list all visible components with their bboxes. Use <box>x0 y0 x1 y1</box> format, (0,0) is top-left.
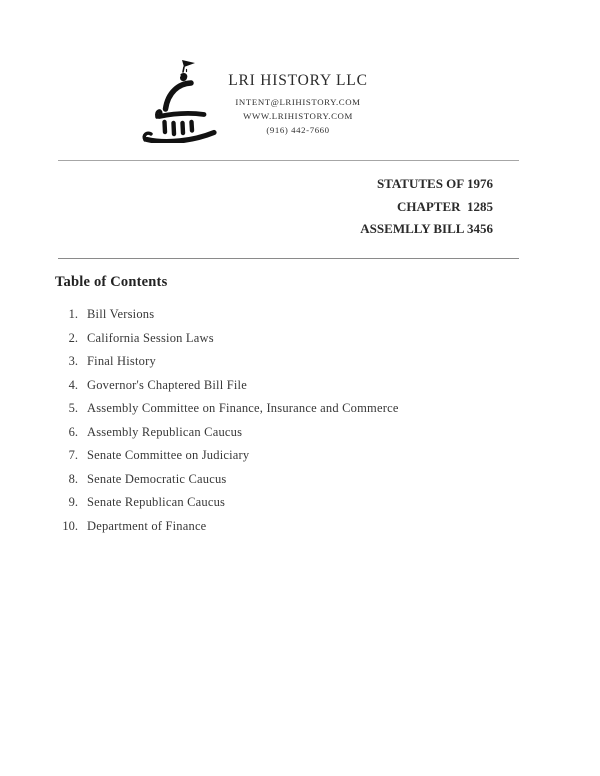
toc-heading: Table of Contents <box>55 274 168 290</box>
statutes-year: STATUTES OF 1976 <box>376 176 493 191</box>
toc-list <box>55 307 515 542</box>
toc-item-number: 5. <box>68 401 78 415</box>
divider-bottom <box>58 258 519 259</box>
toc-item-label: Governor's Chaptered Bill File <box>87 377 247 392</box>
toc-item-number: 2. <box>68 330 78 345</box>
divider-top <box>58 160 519 161</box>
toc-item <box>55 519 515 543</box>
statute-reference-block <box>360 173 493 241</box>
toc-item-number: 8. <box>68 471 78 486</box>
toc-item-number: 1. <box>68 307 78 321</box>
toc-item-label: California Session Laws <box>87 330 214 345</box>
toc-item-label: Assembly Committee on Finance, Insurance and Commerce <box>87 401 399 415</box>
toc-item-number: 10. <box>62 518 78 533</box>
company-website: WWW.LRIHISTORY.COM <box>243 111 353 122</box>
letterhead-contact-block <box>203 72 393 138</box>
toc-item <box>55 472 515 496</box>
company-phone: (916) 442-7660 <box>266 125 330 136</box>
chapter-number: CHAPTER 1285 <box>396 198 493 214</box>
company-name: LRI HISTORY LLC <box>228 72 368 89</box>
toc-item-number: 6. <box>68 424 78 439</box>
toc-item-number: 7. <box>68 448 78 462</box>
toc-item <box>55 378 515 402</box>
toc-item <box>55 448 515 472</box>
toc-item-label: Final History <box>87 354 156 368</box>
assembly-bill-number: ASSEMLLY BILL 3456 <box>360 221 493 236</box>
company-email: INTENT@LRIHISTORY.COM <box>235 97 361 107</box>
toc-item-label: Bill Versions <box>87 307 155 321</box>
toc-item-label: Senate Democratic Caucus <box>87 471 227 486</box>
toc-item-label: Assembly Republican Caucus <box>87 424 243 439</box>
toc-item-number: 4. <box>68 377 78 392</box>
toc-item <box>55 401 515 425</box>
toc-item-number: 9. <box>68 495 78 509</box>
toc-item-label: Senate Committee on Judiciary <box>87 448 250 462</box>
toc-item <box>55 495 515 519</box>
toc-item <box>55 331 515 355</box>
toc-item-label: Senate Republican Caucus <box>87 495 226 509</box>
toc-item-number: 3. <box>68 354 78 368</box>
toc-item <box>55 354 515 378</box>
toc-item-label: Department of Finance <box>87 518 207 533</box>
toc-item <box>55 425 515 449</box>
toc-item <box>55 307 515 331</box>
